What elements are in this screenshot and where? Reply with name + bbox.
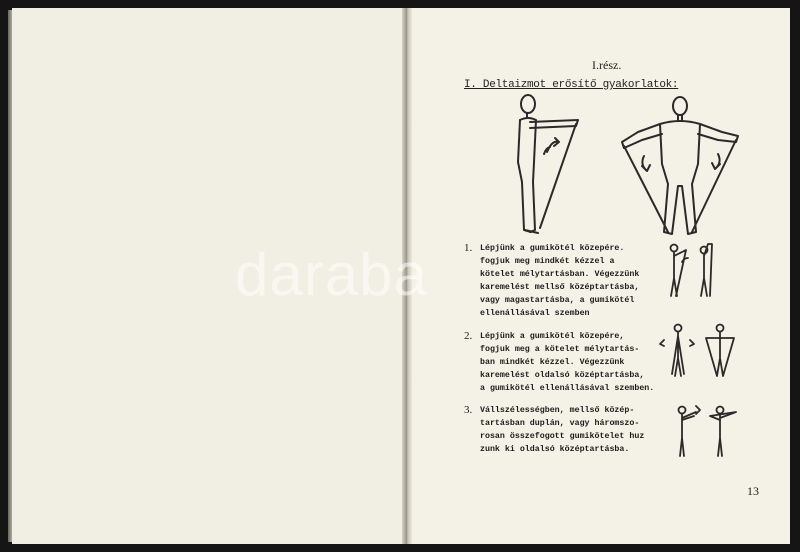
exercise-line: ellenállásával szemben — [480, 309, 590, 318]
exercise-3-figures — [670, 402, 744, 462]
exercise-line: Lépjünk a gumikötél közepére, — [480, 332, 625, 341]
exercise-line: fogjuk meg mindkét kézzel a — [480, 257, 615, 266]
exercise-line: fogjuk meg a kötelet mélytartás- — [480, 345, 640, 354]
illustration-front-figure — [616, 94, 744, 244]
exercise-3 — [464, 404, 654, 456]
exercise-line: Vállszélességben, mellső közép- — [480, 406, 635, 415]
exercise-number: 1. — [464, 242, 473, 254]
exercise-line: zunk ki oldalsó középtartásba. — [480, 445, 630, 454]
exercise-line: tartásban duplán, vagy háromszo- — [480, 419, 640, 428]
exercise-2-figures — [656, 322, 746, 382]
exercise-1-figures — [662, 242, 728, 302]
watermark: daraba — [235, 241, 428, 308]
exercise-1 — [464, 242, 654, 320]
section-heading: I. Deltaizmot erősítő gyakorlatok: — [464, 79, 679, 91]
exercise-line: Lépjünk a gumikötél közepére. — [480, 244, 625, 253]
illustration-side-figure — [500, 92, 590, 242]
exercise-line: rosan összefogott gumikötelet huz — [480, 432, 645, 441]
exercise-line: kötelet mélytartásban. Végezzünk — [480, 270, 640, 279]
exercise-line: karemelést mellső középtartásba, — [480, 283, 640, 292]
exercise-number: 3. — [464, 404, 473, 416]
part-label: I.rész. — [592, 58, 622, 72]
exercise-line: a gumikötél ellenállásával szemben. — [480, 384, 655, 393]
exercise-line: vagy magastartásba, a gumikötél — [480, 296, 635, 305]
exercise-2 — [464, 330, 654, 395]
exercise-number: 2. — [464, 330, 473, 342]
exercise-line: ban mindkét kézzel. Végezzünk — [480, 358, 625, 367]
exercise-line: karemelést oldalsó középtartásba, — [480, 371, 645, 380]
page-number: 13 — [747, 484, 759, 498]
